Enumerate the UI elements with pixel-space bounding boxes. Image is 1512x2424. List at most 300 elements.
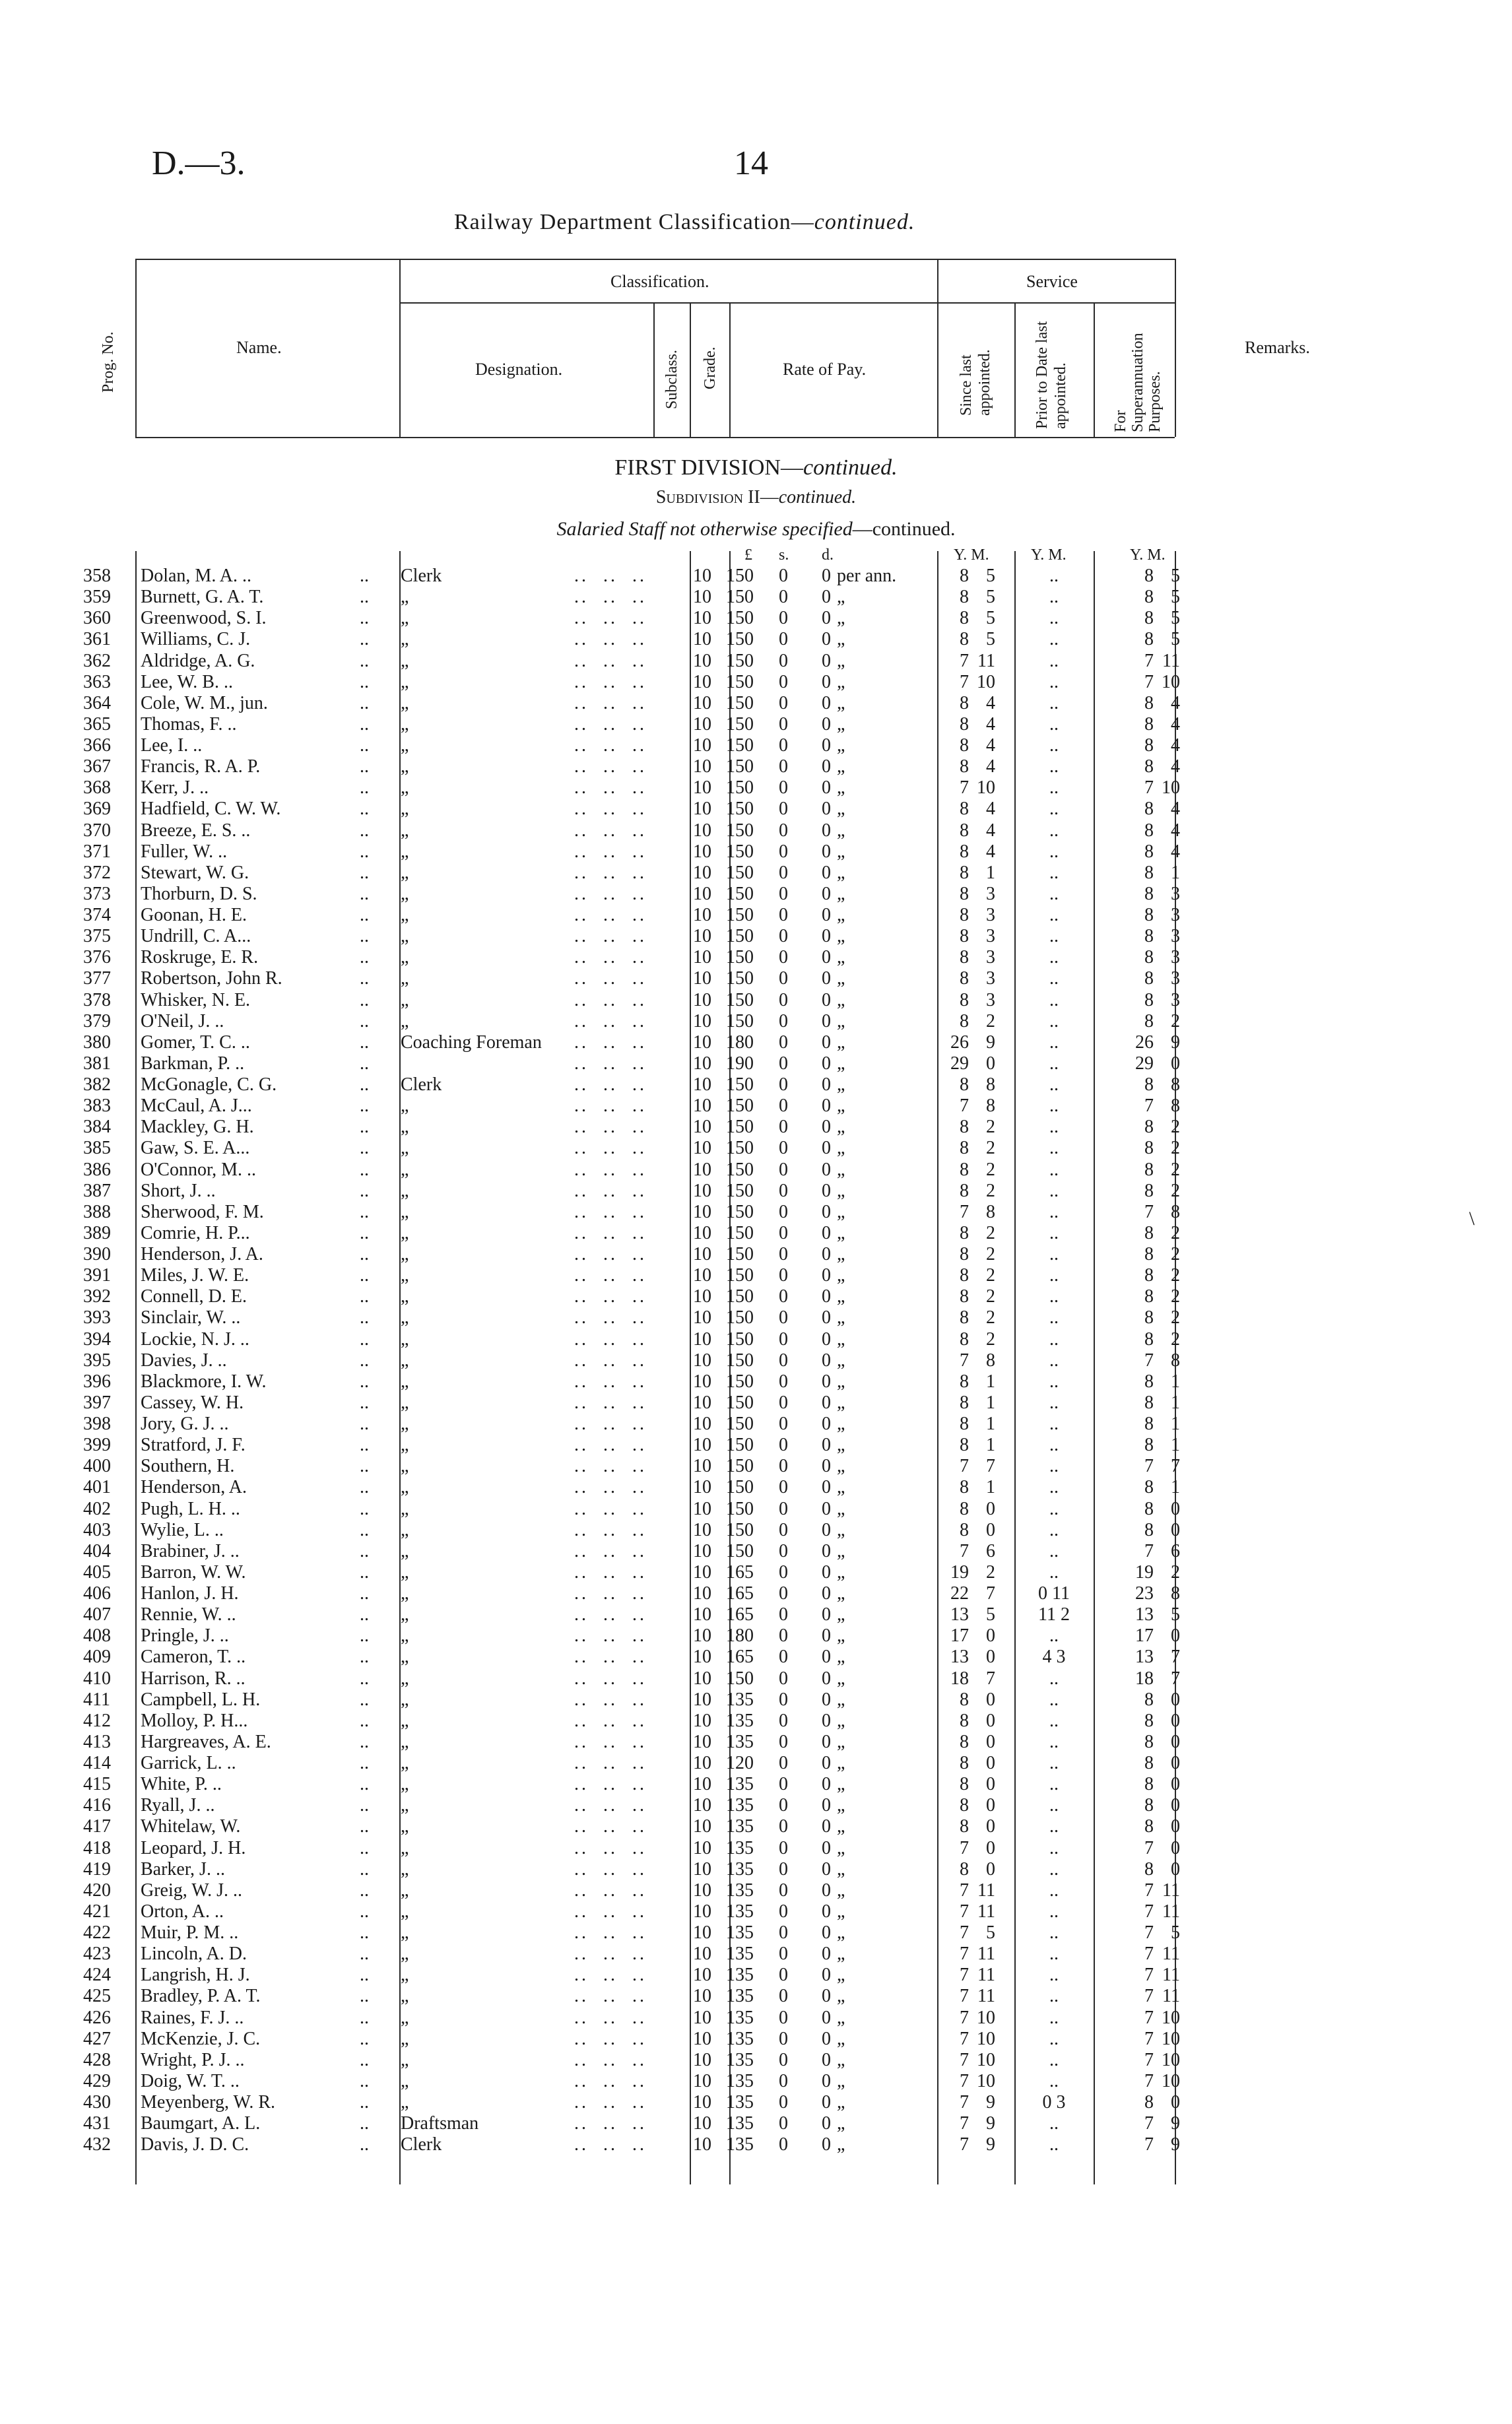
designation: „ (401, 1774, 409, 1795)
super-months: 4 (1171, 756, 1180, 777)
since-years: 8 (960, 566, 969, 586)
since-months: 10 (977, 2007, 995, 2028)
service-superannuation (1122, 1604, 1195, 1625)
pay-pounds: 135 (726, 2092, 754, 2113)
leader-dots: .. (360, 566, 369, 586)
leader-dots: .. (360, 756, 369, 777)
since-years: 8 (960, 1180, 969, 1201)
service-superannuation (1122, 820, 1195, 841)
super-months: 5 (1171, 1604, 1180, 1625)
prog-number: 379 (83, 1010, 111, 1032)
pay-pence: 0 (822, 1244, 831, 1264)
since-months: 3 (986, 989, 995, 1010)
leader-dots: .. (360, 1392, 369, 1413)
designation: „ (401, 1307, 409, 1328)
service-prior: .. (1049, 1074, 1059, 1095)
grade: 10 (693, 1774, 711, 1795)
table-row (0, 990, 1512, 1011)
super-months: 4 (1171, 799, 1180, 820)
pay-pence: 0 (822, 671, 831, 692)
pay-pounds: 135 (726, 1901, 754, 1922)
super-years: 7 (1144, 671, 1154, 692)
designation: Clerk (401, 1074, 442, 1095)
prog-number: 390 (83, 1244, 111, 1264)
service-superannuation (1122, 863, 1195, 884)
service-superannuation (1122, 1181, 1195, 1202)
super-months: 0 (1171, 1710, 1180, 1731)
since-years: 26 (950, 1032, 969, 1053)
service-prior: .. (1049, 777, 1059, 799)
super-months: 0 (1171, 1731, 1180, 1752)
service-prior: .. (1049, 1414, 1059, 1434)
leader-dots: .. .. .. (574, 1965, 647, 1986)
table-row (0, 714, 1512, 735)
staff-name: Davies, J. .. (141, 1350, 227, 1371)
table-row (0, 1181, 1512, 1202)
staff-name: Muir, P. M. .. (141, 1922, 239, 1943)
since-years: 7 (960, 2007, 969, 2028)
pay-pounds: 150 (726, 608, 754, 629)
pay-shillings: 0 (779, 1625, 788, 1647)
designation: „ (401, 1583, 409, 1604)
service-since-last (937, 1074, 1010, 1096)
division-heading (0, 455, 1512, 480)
pay-pence: 0 (822, 1944, 831, 1965)
service-since-last (937, 1689, 1010, 1711)
pay-pounds: 135 (726, 1986, 754, 2007)
pay-shillings: 0 (779, 777, 788, 799)
leader-dots: .. .. .. (574, 1880, 647, 1901)
pay-period: „ (837, 587, 845, 608)
service-since-last (937, 1562, 1010, 1583)
super-months: 2 (1171, 1010, 1180, 1032)
designation: „ (401, 713, 409, 735)
since-years: 7 (960, 1096, 969, 1117)
super-years: 8 (1144, 989, 1154, 1010)
pay-pounds: 150 (726, 841, 754, 862)
table-row (0, 735, 1512, 756)
since-years: 8 (960, 1265, 969, 1286)
super-months: 3 (1171, 989, 1180, 1010)
since-months: 2 (986, 1159, 995, 1180)
staff-name: O'Neil, J. .. (141, 1010, 224, 1032)
pay-pounds: 150 (726, 1456, 754, 1477)
pay-pence: 0 (822, 1625, 831, 1647)
service-since-last (937, 1647, 1010, 1668)
leader-dots: .. (360, 1816, 369, 1837)
leader-dots: .. .. .. (574, 1456, 647, 1477)
leader-dots: .. .. .. (574, 1371, 647, 1392)
header-grade: Grade. (702, 346, 719, 389)
service-prior: .. (1049, 1858, 1059, 1880)
service-superannuation (1122, 1711, 1195, 1732)
since-months: 0 (986, 1498, 995, 1519)
grade: 10 (693, 1350, 711, 1371)
pay-shillings: 0 (779, 1096, 788, 1117)
since-years: 7 (960, 1837, 969, 1858)
table-row (0, 1711, 1512, 1732)
grade: 10 (693, 1328, 711, 1350)
since-years: 8 (960, 1117, 969, 1138)
designation: „ (401, 1519, 409, 1540)
pay-shillings: 0 (779, 1117, 788, 1138)
service-superannuation (1122, 841, 1195, 863)
since-months: 1 (986, 1414, 995, 1434)
pay-pence: 0 (822, 820, 831, 841)
service-prior: .. (1049, 671, 1059, 692)
leader-dots: .. (360, 650, 369, 671)
pay-pence: 0 (822, 947, 831, 968)
pay-shillings: 0 (779, 862, 788, 883)
pay-pounds: 150 (726, 905, 754, 925)
service-prior: 11 2 (1038, 1604, 1070, 1625)
since-months: 4 (986, 713, 995, 735)
super-years: 8 (1144, 862, 1154, 883)
pay-pounds: 150 (726, 799, 754, 820)
leader-dots: .. (360, 1731, 369, 1752)
super-months: 2 (1171, 1265, 1180, 1286)
service-superannuation (1122, 1117, 1195, 1138)
service-since-last (937, 2113, 1010, 2134)
staff-name: Williams, C. J. (141, 629, 251, 650)
staff-name: Lee, I. .. (141, 735, 203, 756)
service-superannuation (1122, 990, 1195, 1011)
pay-pence: 0 (822, 756, 831, 777)
since-months: 2 (986, 1328, 995, 1350)
service-superannuation (1122, 1689, 1195, 1711)
since-years: 8 (960, 1074, 969, 1095)
prog-number: 415 (83, 1774, 111, 1795)
pay-period: „ (837, 671, 845, 692)
since-years: 8 (960, 1371, 969, 1392)
grade: 10 (693, 1689, 711, 1710)
since-months: 0 (986, 1625, 995, 1647)
super-months: 4 (1171, 735, 1180, 756)
header-subclass: Subclass. (663, 350, 680, 409)
leader-dots: .. (360, 1774, 369, 1795)
since-years: 8 (960, 1392, 969, 1413)
super-months: 2 (1171, 1244, 1180, 1264)
grade: 10 (693, 2028, 711, 2049)
staff-name: Southern, H. (141, 1456, 235, 1477)
designation: „ (401, 968, 409, 989)
table-row (0, 926, 1512, 947)
designation: „ (401, 1180, 409, 1201)
pay-period: „ (837, 1371, 845, 1392)
pay-period: „ (837, 1074, 845, 1095)
service-superannuation (1122, 1307, 1195, 1328)
leader-dots: .. (360, 1010, 369, 1032)
designation: „ (401, 1477, 409, 1498)
pay-pence: 0 (822, 1477, 831, 1498)
pay-pounds: 150 (726, 1201, 754, 1222)
pay-pence: 0 (822, 1540, 831, 1561)
table-row (0, 1138, 1512, 1159)
leader-dots: .. (360, 926, 369, 947)
leader-dots: .. .. .. (574, 1265, 647, 1286)
staff-name: Goonan, H. E. (141, 905, 247, 925)
grade: 10 (693, 1138, 711, 1159)
since-years: 8 (960, 883, 969, 904)
pay-shillings: 0 (779, 2007, 788, 2028)
since-years: 17 (950, 1625, 969, 1647)
header-remarks: Remarks. (1245, 338, 1310, 357)
unit-ym-super: Y. M. (1130, 546, 1166, 564)
leader-dots: .. (360, 1710, 369, 1731)
service-superannuation (1122, 1965, 1195, 1986)
staff-name: McCaul, A. J... (141, 1096, 252, 1117)
since-months: 6 (986, 1540, 995, 1561)
service-superannuation (1122, 1944, 1195, 1965)
pay-period: „ (837, 1540, 845, 1561)
super-months: 10 (1162, 2070, 1180, 2091)
pay-pounds: 150 (726, 713, 754, 735)
service-prior: .. (1049, 1477, 1059, 1498)
leader-dots: .. .. .. (574, 799, 647, 820)
pay-pounds: 135 (726, 2070, 754, 2091)
since-years: 7 (960, 2049, 969, 2070)
leader-dots: .. (360, 1583, 369, 1604)
staff-name: McKenzie, J. C. (141, 2028, 261, 2049)
service-superannuation (1122, 714, 1195, 735)
service-superannuation (1122, 1096, 1195, 1117)
service-prior: .. (1049, 1222, 1059, 1243)
since-months: 0 (986, 1731, 995, 1752)
staff-name: Short, J. .. (141, 1180, 216, 1201)
since-years: 8 (960, 1307, 969, 1328)
leader-dots: .. .. .. (574, 905, 647, 925)
unit-shillings: s. (779, 546, 789, 564)
since-years: 8 (960, 735, 969, 756)
designation: „ (401, 1435, 409, 1456)
service-prior: .. (1049, 1286, 1059, 1307)
staff-name: Mackley, G. H. (141, 1117, 254, 1138)
grade: 10 (693, 2049, 711, 2070)
leader-dots: .. .. .. (574, 1435, 647, 1456)
super-years: 8 (1144, 735, 1154, 756)
staff-name: Hadfield, C. W. W. (141, 799, 281, 820)
pay-pounds: 150 (726, 587, 754, 608)
staff-name: Garrick, L. .. (141, 1753, 236, 1773)
designation: „ (401, 1795, 409, 1816)
staff-name: Meyenberg, W. R. (141, 2092, 276, 2113)
pay-pence: 0 (822, 841, 831, 862)
pay-pence: 0 (822, 1519, 831, 1540)
since-years: 7 (960, 671, 969, 692)
since-years: 18 (950, 1668, 969, 1689)
pay-period: „ (837, 1858, 845, 1880)
since-months: 10 (977, 2070, 995, 2091)
prog-number: 391 (83, 1265, 111, 1286)
staff-name: White, P. .. (141, 1774, 222, 1795)
pay-pence: 0 (822, 1689, 831, 1710)
super-months: 2 (1171, 1222, 1180, 1243)
grade: 10 (693, 1010, 711, 1032)
designation: „ (401, 1689, 409, 1710)
staff-name: Jory, G. J. .. (141, 1414, 229, 1434)
pay-pence: 0 (822, 777, 831, 799)
leader-dots: .. .. .. (574, 1753, 647, 1773)
table-row (0, 905, 1512, 926)
leader-dots: .. .. .. (574, 1096, 647, 1117)
super-months: 10 (1162, 2049, 1180, 2070)
leader-dots: .. .. .. (574, 1159, 647, 1180)
leader-dots: .. .. .. (574, 2113, 647, 2134)
leader-dots: .. .. .. (574, 1328, 647, 1350)
since-months: 3 (986, 926, 995, 947)
pay-period: „ (837, 1986, 845, 2007)
pay-period: „ (837, 1350, 845, 1371)
pay-period: „ (837, 756, 845, 777)
service-superannuation (1122, 1414, 1195, 1435)
pay-period: „ (837, 1265, 845, 1286)
pay-pence: 0 (822, 1710, 831, 1731)
grade: 10 (693, 1583, 711, 1604)
prog-number: 424 (83, 1965, 111, 1986)
service-superannuation (1122, 2113, 1195, 2134)
pay-pounds: 165 (726, 1583, 754, 1604)
service-superannuation (1122, 2029, 1195, 2050)
designation: „ (401, 587, 409, 608)
service-since-last (937, 1096, 1010, 1117)
since-years: 8 (960, 1795, 969, 1816)
grade: 10 (693, 1858, 711, 1880)
pay-shillings: 0 (779, 2092, 788, 2113)
super-years: 7 (1144, 1350, 1154, 1371)
grade: 10 (693, 1647, 711, 1668)
super-months: 2 (1171, 1138, 1180, 1159)
since-months: 7 (986, 1668, 995, 1689)
service-since-last (937, 820, 1010, 841)
leader-dots: .. .. .. (574, 1540, 647, 1561)
designation: „ (401, 820, 409, 841)
super-years: 7 (1144, 2113, 1154, 2134)
designation: „ (401, 650, 409, 671)
pay-shillings: 0 (779, 1986, 788, 2007)
pay-period: „ (837, 1901, 845, 1922)
service-superannuation (1122, 608, 1195, 629)
leader-dots: .. .. .. (574, 756, 647, 777)
pay-pence: 0 (822, 926, 831, 947)
service-since-last (937, 1138, 1010, 1159)
pay-pounds: 150 (726, 820, 754, 841)
pay-pence: 0 (822, 587, 831, 608)
super-months: 7 (1171, 1647, 1180, 1668)
pay-pounds: 150 (726, 1222, 754, 1243)
service-prior: .. (1049, 587, 1059, 608)
pay-shillings: 0 (779, 947, 788, 968)
super-years: 8 (1144, 1710, 1154, 1731)
service-prior: .. (1049, 1944, 1059, 1965)
leader-dots: .. .. .. (574, 1795, 647, 1816)
since-years: 7 (960, 1880, 969, 1901)
super-months: 0 (1171, 2092, 1180, 2113)
leader-dots: .. .. .. (574, 1901, 647, 1922)
super-years: 8 (1144, 1371, 1154, 1392)
pay-shillings: 0 (779, 1519, 788, 1540)
rule-after-subclass (690, 302, 691, 437)
since-years: 8 (960, 713, 969, 735)
prog-number: 381 (83, 1053, 111, 1074)
leader-dots: .. .. .. (574, 1222, 647, 1243)
leader-dots: .. (360, 1477, 369, 1498)
service-prior: .. (1049, 756, 1059, 777)
super-months: 8 (1171, 1350, 1180, 1371)
pay-pence: 0 (822, 2007, 831, 2028)
service-superannuation (1122, 799, 1195, 820)
staff-name: Gomer, T. C. .. (141, 1032, 250, 1053)
leader-dots: .. (360, 841, 369, 862)
leader-dots: .. (360, 989, 369, 1010)
since-months: 2 (986, 1117, 995, 1138)
service-prior: .. (1049, 608, 1059, 629)
staff-name: Doig, W. T. .. (141, 2070, 240, 2091)
grade: 10 (693, 1837, 711, 1858)
table-row (0, 1053, 1512, 1074)
super-months: 5 (1171, 566, 1180, 586)
super-years: 8 (1144, 1074, 1154, 1095)
staff-heading (0, 518, 1512, 540)
since-years: 13 (950, 1647, 969, 1668)
service-superannuation (1122, 1202, 1195, 1223)
service-prior: .. (1049, 1837, 1059, 1858)
pay-shillings: 0 (779, 1350, 788, 1371)
service-prior: .. (1049, 799, 1059, 820)
prog-number: 418 (83, 1837, 111, 1858)
staff-name: Leopard, J. H. (141, 1837, 246, 1858)
super-years: 7 (1144, 2070, 1154, 2091)
since-years: 8 (960, 1774, 969, 1795)
staff-name: Greenwood, S. I. (141, 608, 267, 629)
pay-period: „ (837, 1498, 845, 1519)
pay-pounds: 150 (726, 650, 754, 671)
leader-dots: .. .. .. (574, 841, 647, 862)
since-years: 8 (960, 1498, 969, 1519)
grade: 10 (693, 713, 711, 735)
table-row (0, 587, 1512, 608)
leader-dots: .. (360, 820, 369, 841)
pay-pence: 0 (822, 1774, 831, 1795)
pay-shillings: 0 (779, 799, 788, 820)
leader-dots: .. (360, 1222, 369, 1243)
leader-dots: .. (360, 2007, 369, 2028)
service-prior: .. (1049, 2049, 1059, 2070)
leader-dots: .. .. .. (574, 1774, 647, 1795)
table-row (0, 1350, 1512, 1371)
pay-shillings: 0 (779, 1328, 788, 1350)
table-row (0, 1074, 1512, 1096)
super-years: 8 (1144, 1222, 1154, 1243)
staff-name: Kerr, J. .. (141, 777, 209, 799)
leader-dots: .. (360, 2028, 369, 2049)
designation: „ (401, 1286, 409, 1307)
pay-shillings: 0 (779, 608, 788, 629)
super-months: 0 (1171, 1625, 1180, 1647)
pay-shillings: 0 (779, 968, 788, 989)
service-prior: .. (1049, 713, 1059, 735)
rule-after-since (1014, 302, 1016, 437)
leader-dots: .. (360, 968, 369, 989)
service-prior: .. (1049, 1668, 1059, 1689)
since-months: 0 (986, 1647, 995, 1668)
pay-shillings: 0 (779, 2028, 788, 2049)
rule-after-pay (937, 259, 938, 437)
pay-pounds: 135 (726, 2028, 754, 2049)
pay-pence: 0 (822, 1096, 831, 1117)
super-months: 2 (1171, 1180, 1180, 1201)
grade: 10 (693, 1456, 711, 1477)
pay-pounds: 150 (726, 1498, 754, 1519)
